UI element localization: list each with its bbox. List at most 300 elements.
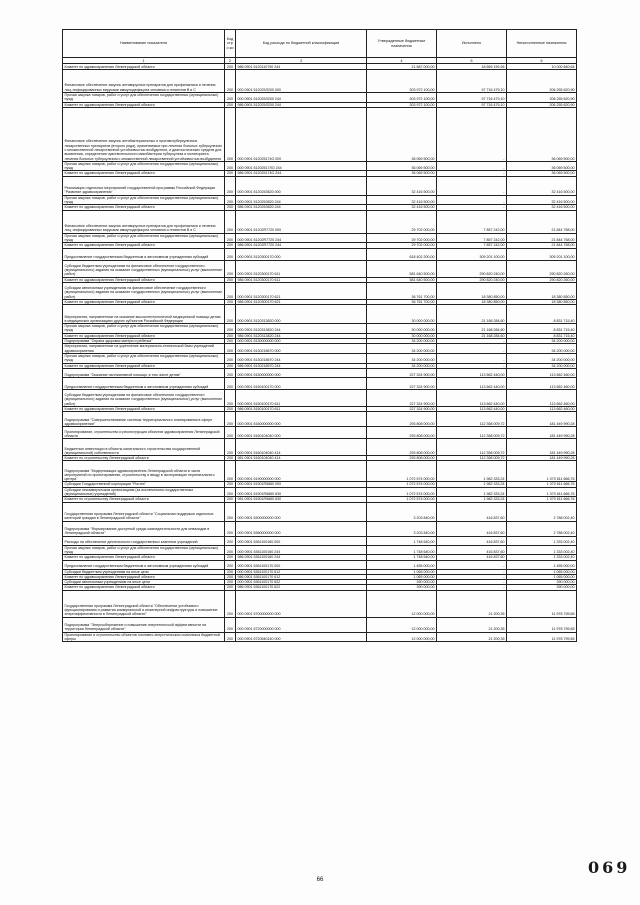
row-classification-code: 000 0901 5361100170 612 <box>236 569 367 574</box>
row-executed: 113 662 440,00 <box>437 377 507 389</box>
row-executed: 21 168 284,60 <box>437 324 507 334</box>
row-executed: 113 662 440,00 <box>437 389 507 406</box>
row-line-code: 200 <box>225 569 236 574</box>
row-approved: 36 069 500,00 <box>367 161 437 171</box>
row-line-code: 200 <box>225 344 236 354</box>
row-name: Предоставление государственным бюджетным и автономным учреждениям субсидий <box>63 248 225 260</box>
row-classification-code: 000 0901 5150100170 000 <box>236 377 367 389</box>
row-approved: 12 000 000,00 <box>367 617 437 632</box>
row-unexecuted: 18 380 850,00 <box>507 299 577 304</box>
row-line-code: 200 <box>225 456 236 461</box>
budget-execution-table <box>62 29 577 642</box>
row-unexecuted: 36 069 500,00 <box>507 107 577 161</box>
row-name: Комитет по здравоохранению Ленинградской области <box>63 277 225 282</box>
row-executed: 97 716 479,10 <box>437 93 507 103</box>
row-name: Комитет по здравоохранению Ленинградской области <box>63 333 225 338</box>
row-line-code: 200 <box>225 93 236 103</box>
row-classification-code: 000 0901 5120300170 621 <box>236 282 367 299</box>
row-classification-code: 986 0901 5120300170 611 <box>236 277 367 282</box>
row-line-code: 200 <box>225 560 236 569</box>
row-approved: 34 200 000,00 <box>367 339 437 344</box>
row-approved: 390 000,00 <box>367 585 437 590</box>
row-name: Подпрограмма "Охрана здоровья матери и ребенка" <box>63 339 225 344</box>
row-line-code: 200 <box>225 439 236 456</box>
row-unexecuted: 1 333 002,40 <box>507 555 577 560</box>
row-name: Прочая закупка товаров, работ и услуг для обеспечения государственных (муниципальных) нужд <box>63 93 225 103</box>
row-approved: 36 069 500,00 <box>367 171 437 176</box>
row-name: Финансовое обеспечение закупок антивирусных препаратов для профилактики и лечения лиц, инфицированных вирусами иммунодефицита человека и гепатитов В и С <box>63 70 225 93</box>
row-approved: 32 416 500,00 <box>367 205 437 210</box>
table-row <box>63 176 577 195</box>
row-name: Мероприятия, направленные на укрепление материально-технической базы учреждений здравоохранения <box>63 344 225 354</box>
row-approved: 1 748 640,00 <box>367 536 437 545</box>
row-name: Комитет по здравоохранению Ленинградской области <box>63 243 225 248</box>
row-name: Проектирование, строительство и реконструкция объектов здравоохранения Ленинградской области <box>63 427 225 439</box>
row-executed: 21 200,35 <box>437 617 507 632</box>
row-approved: 29 702 000,00 <box>367 243 437 248</box>
row-classification-code: 986 0901 512025Л200 244 <box>236 102 367 107</box>
row-unexecuted: 34 200 000,00 <box>507 339 577 344</box>
table-row <box>63 195 577 205</box>
row-name: Субсидии Государственной корпорации "Ростех" <box>63 482 225 487</box>
row-name: Комитет по строительству Ленинградской области <box>63 456 225 461</box>
row-classification-code: 000 0901 5160104040 414 <box>236 439 367 456</box>
page-number: 66 <box>316 877 324 883</box>
row-approved: 303 972 100,00 <box>367 93 437 103</box>
row-approved: 1 065 000,00 <box>367 569 437 574</box>
column-index: 4 <box>367 58 437 64</box>
row-name: Государственная программа Ленинградской области "Обеспечение устойчивого функционирования и развития коммунальной и инженерной инфраструктуры и повышение энергоэффективности в Ленинградской области" <box>63 590 225 617</box>
row-line-code: 200 <box>225 70 236 93</box>
row-approved: 30 000 000,00 <box>367 305 437 324</box>
row-approved: 34 200 000,00 <box>367 363 437 368</box>
table-row <box>63 389 577 406</box>
row-unexecuted: 206 255 620,90 <box>507 70 577 93</box>
row-executed: - <box>437 344 507 354</box>
row-line-code: 200 <box>225 333 236 338</box>
row-line-code: 200 <box>225 406 236 411</box>
row-unexecuted: 1 070 611 666,76 <box>507 497 577 502</box>
table-header <box>63 30 577 64</box>
row-classification-code: 986 0901 5361100170 622 <box>236 585 367 590</box>
row-executed: 113 662 440,00 <box>437 406 507 411</box>
row-executed: 112 358 009,72 <box>437 427 507 439</box>
row-executed: 7 857 242,00 <box>437 233 507 243</box>
row-unexecuted: 21 844 758,00 <box>507 233 577 243</box>
table-row <box>63 282 577 299</box>
row-executed: - <box>437 560 507 569</box>
row-executed: 1 982 333,24 <box>437 487 507 497</box>
row-name: Финансовое обеспечение закупок антивирусных препаратов для профилактики и лечения лиц, инфицированных вирусами иммунодефицита человека и гепатитов В и С <box>63 210 225 233</box>
row-approved: 32 416 500,00 <box>367 195 437 205</box>
row-line-code: 200 <box>225 353 236 363</box>
row-line-code: 200 <box>225 461 236 482</box>
row-classification-code: 000 0901 5361100160 244 <box>236 545 367 555</box>
row-classification-code: 000 0901 5361100170 000 <box>236 560 367 569</box>
row-executed: 7 857 242,00 <box>437 210 507 233</box>
row-line-code: 200 <box>225 521 236 536</box>
table-row <box>63 233 577 243</box>
row-executed: - <box>437 353 507 363</box>
row-name: Комитет по здравоохранению Ленинградской области <box>63 585 225 590</box>
row-approved: 12 000 000,00 <box>367 590 437 617</box>
row-classification-code: 000 0901 512025174О 000 <box>236 107 367 161</box>
row-classification-code: 000 0901 5361100160 000 <box>236 536 367 545</box>
row-executed: 416 837,60 <box>437 536 507 545</box>
row-executed: 21 200,35 <box>437 632 507 642</box>
row-name: Проектирование и строительство объектов топливно-энергетического комплекса бюджетной сферы <box>63 632 225 642</box>
row-approved: 1 072 574 000,00 <box>367 482 437 487</box>
row-executed: - <box>437 176 507 195</box>
row-classification-code: 000 0901 5130218670 244 <box>236 353 367 363</box>
row-executed: - <box>437 205 507 210</box>
row-line-code: 200 <box>225 585 236 590</box>
row-executed: 112 358 009,72 <box>437 412 507 427</box>
row-line-code: 200 <box>225 171 236 176</box>
table-row <box>63 248 577 260</box>
row-name: Субсидии некоммерческим организациям (за исключением государственных (муниципальных) учреждений) <box>63 487 225 497</box>
table-row <box>63 412 577 427</box>
row-classification-code: 981 0901 5160104040 414 <box>236 456 367 461</box>
row-executed: 290 820 240,00 <box>437 277 507 282</box>
row-line-code: 200 <box>225 590 236 617</box>
header-classification: Код расхода по бюджетной классификации <box>236 30 367 58</box>
row-unexecuted: 32 416 500,00 <box>507 195 577 205</box>
table-row <box>63 521 577 536</box>
table-row <box>63 590 577 617</box>
row-classification-code: 986 0901 5361100160 244 <box>236 555 367 560</box>
row-approved: 303 972 100,00 <box>367 102 437 107</box>
header-code: Код стро ки <box>225 30 236 58</box>
row-approved: 12 000 000,00 <box>367 632 437 642</box>
row-unexecuted: 8 831 715,40 <box>507 333 577 338</box>
row-unexecuted: 10 000 840,64 <box>507 64 577 70</box>
row-approved: 390 000,00 <box>367 580 437 585</box>
row-classification-code: 000 0901 512025З820 244 <box>236 195 367 205</box>
row-classification-code: 986 0901 5150100170 611 <box>236 406 367 411</box>
row-executed: - <box>437 585 507 590</box>
table-row <box>63 617 577 632</box>
row-name: Комитет по здравоохранению Ленинградской области <box>63 406 225 411</box>
row-name: Комитет по строительству Ленинградской области <box>63 497 225 502</box>
row-executed: 290 820 240,00 <box>437 260 507 277</box>
row-classification-code: 000 0901 512025З820 000 <box>236 176 367 195</box>
row-name: Бюджетные инвестиции в объекты капитального строительства государственной (муниципальной) собственности <box>63 439 225 456</box>
table-row <box>63 161 577 171</box>
row-name: Субсидии бюджетным учреждениям на финансовое обеспечение государственного (муниципального) задания на оказание государственных (муниципальных) услуг (выполнение работ) <box>63 260 225 277</box>
row-executed: 416 837,60 <box>437 555 507 560</box>
table-row <box>63 502 577 521</box>
header-approved: Утвержденные бюджетные назначения <box>367 30 437 58</box>
row-approved: 3 203 840,00 <box>367 502 437 521</box>
row-name: Подпрограмма "Оказание паллиативной помощи, в том числе детям" <box>63 368 225 377</box>
row-approved: 1 455 000,00 <box>367 560 437 569</box>
row-line-code: 200 <box>225 195 236 205</box>
row-name: Прочая закупка товаров, работ и услуг для обеспечения государственных (муниципальных) нужд <box>63 233 225 243</box>
table-row <box>63 368 577 377</box>
row-executed: 113 662 440,00 <box>437 368 507 377</box>
row-name: Реализация отдельных мероприятий государственной программы Российской Федерации "Развитие здравоохранения" <box>63 176 225 195</box>
row-classification-code: 981 0901 51901R5860 630 <box>236 497 367 502</box>
row-name: Субсидии автономным учреждениям на иные цели <box>63 580 225 585</box>
row-line-code: 200 <box>225 305 236 324</box>
row-executed: - <box>437 363 507 368</box>
row-classification-code: 986 0901 512025З820 244 <box>236 205 367 210</box>
row-approved: 32 416 500,00 <box>367 176 437 195</box>
row-unexecuted: 181 449 990,28 <box>507 439 577 456</box>
table-row <box>63 344 577 354</box>
row-name: Прочая закупка товаров, работ и услуг для обеспечения государственных (муниципальных) нужд <box>63 324 225 334</box>
row-approved: 36 761 700,00 <box>367 282 437 299</box>
row-line-code: 200 <box>225 545 236 555</box>
row-line-code: 200 <box>225 536 236 545</box>
row-executed: 21 168 284,60 <box>437 333 507 338</box>
row-classification-code: 000 0901 5700000000 000 <box>236 590 367 617</box>
archive-stamp-number: 069 <box>588 858 631 877</box>
row-line-code: 200 <box>225 368 236 377</box>
row-executed: 21 200,35 <box>437 590 507 617</box>
row-unexecuted: 1 455 000,00 <box>507 560 577 569</box>
row-line-code: 200 <box>225 210 236 233</box>
row-line-code: 200 <box>225 176 236 195</box>
row-line-code: 200 <box>225 324 236 334</box>
row-executed: 416 837,60 <box>437 521 507 536</box>
row-executed: 416 837,60 <box>437 502 507 521</box>
row-executed: - <box>437 339 507 344</box>
table-row <box>63 70 577 93</box>
row-approved: 21 687 000,00 <box>367 64 437 70</box>
row-classification-code: 000 0901 5190000000 000 <box>236 461 367 482</box>
row-approved: 1 072 574 000,00 <box>367 487 437 497</box>
column-index: 5 <box>437 58 507 64</box>
row-classification-code: 000 0901 5120300170 611 <box>236 260 367 277</box>
row-name: Комитет по здравоохранению Ленинградской области <box>63 171 225 176</box>
row-unexecuted: 36 069 500,00 <box>507 171 577 176</box>
row-executed: 97 716 479,10 <box>437 102 507 107</box>
column-index: 3 <box>236 58 367 64</box>
row-unexecuted: 113 662 460,00 <box>507 389 577 406</box>
row-line-code: 200 <box>225 617 236 632</box>
row-unexecuted: 1 070 611 666,76 <box>507 487 577 497</box>
row-unexecuted: 36 069 500,00 <box>507 161 577 171</box>
column-index: 6 <box>507 58 577 64</box>
row-unexecuted: 290 820 260,00 <box>507 277 577 282</box>
row-classification-code: 000 0901 51202R7720 000 <box>236 210 367 233</box>
row-unexecuted: 18 380 850,00 <box>507 282 577 299</box>
row-classification-code: 000 0901 5360000000 000 <box>236 521 367 536</box>
row-unexecuted: 11 978 799,65 <box>507 632 577 642</box>
row-unexecuted: 181 449 990,28 <box>507 427 577 439</box>
row-executed: - <box>437 569 507 574</box>
row-name: Расходы на обеспечение деятельности государственных казенных учреждений <box>63 536 225 545</box>
table-row <box>63 353 577 363</box>
row-line-code: 200 <box>225 339 236 344</box>
row-name: Комитет по здравоохранению Ленинградской области <box>63 205 225 210</box>
row-classification-code: 000 0901 5130218670 000 <box>236 344 367 354</box>
table-row <box>63 305 577 324</box>
row-approved: 303 972 100,00 <box>367 70 437 93</box>
row-line-code: 200 <box>225 161 236 171</box>
row-approved: 29 702 000,00 <box>367 210 437 233</box>
table-row <box>63 536 577 545</box>
row-classification-code: 986 0901 512025174О 244 <box>236 171 367 176</box>
row-line-code: 200 <box>225 260 236 277</box>
row-approved: 30 000 000,00 <box>367 324 437 334</box>
row-classification-code: 000 0901 5150000000 000 <box>236 368 367 377</box>
row-unexecuted: 390 000,00 <box>507 580 577 585</box>
row-approved: 293 808 000,00 <box>367 427 437 439</box>
row-executed: 112 358 009,72 <box>437 439 507 456</box>
row-name: Комитет по здравоохранению Ленинградской области <box>63 574 225 579</box>
row-classification-code: 000 0901 51202R7720 244 <box>236 233 367 243</box>
row-approved: 581 640 500,00 <box>367 260 437 277</box>
row-classification-code: 000 0901 5720540140 000 <box>236 632 367 642</box>
row-line-code: 200 <box>225 497 236 502</box>
row-executed: 18 380 850,00 <box>437 282 507 299</box>
header-executed: Исполнено <box>437 30 507 58</box>
row-name: Мероприятия, направленные на оказание высокотехнологичной медицинской помощи детям в медицинских организациях других субъектов Российской Федерации <box>63 305 225 324</box>
row-name: Комитет по здравоохранению Ленинградской области <box>63 555 225 560</box>
row-classification-code: 986 0901 5130218670 244 <box>236 363 367 368</box>
row-unexecuted: 21 844 758,00 <box>507 243 577 248</box>
row-approved: 34 200 000,00 <box>367 353 437 363</box>
row-unexecuted: 11 978 799,65 <box>507 617 577 632</box>
row-line-code: 200 <box>225 233 236 243</box>
row-executed: 1 982 333,24 <box>437 482 507 487</box>
row-classification-code: 986 0901 5361100170 612 <box>236 574 367 579</box>
row-line-code: 200 <box>225 282 236 299</box>
row-approved: 3 203 840,00 <box>367 521 437 536</box>
row-approved: 36 069 500,00 <box>367 107 437 161</box>
row-executed: - <box>437 574 507 579</box>
row-unexecuted: 32 416 500,00 <box>507 205 577 210</box>
row-approved: 293 808 000,00 <box>367 439 437 456</box>
row-executed: 1 982 333,24 <box>437 461 507 482</box>
row-classification-code: 000 0901 512025Л200 244 <box>236 93 367 103</box>
row-name: Подпрограмма "Модернизация здравоохранения Ленинградской области в части мероприятий по проектированию, строительству и вводу в эксплуатацию перинатального центра" <box>63 461 225 482</box>
row-executed: - <box>437 580 507 585</box>
row-unexecuted: 8 831 715,40 <box>507 305 577 324</box>
column-index: 1 <box>63 58 225 64</box>
row-approved: 34 200 000,00 <box>367 344 437 354</box>
row-line-code: 200 <box>225 427 236 439</box>
row-name: Прочая закупка товаров, работ и услуг для обеспечения государственных (муниципальных) нужд <box>63 353 225 363</box>
row-unexecuted: 34 200 000,00 <box>507 344 577 354</box>
table-row <box>63 427 577 439</box>
row-line-code: 200 <box>225 64 236 70</box>
row-approved: 227 324 900,00 <box>367 406 437 411</box>
row-name: Подпрограмма "Формирование доступной среды жизнедеятельности для инвалидов в Ленинградской области" <box>63 521 225 536</box>
row-executed: 7 857 242,00 <box>437 243 507 248</box>
row-name: Комитет по здравоохранению Ленинградской области <box>63 299 225 304</box>
row-name: Государственная программа Ленинградской области "Социальная поддержка отдельных категорий граждан в Ленинградской области" <box>63 502 225 521</box>
row-classification-code: 000 0901 5300000000 000 <box>236 502 367 521</box>
row-approved: 227 324 900,00 <box>367 377 437 389</box>
row-classification-code: 000 0901 51202517ЛО 244 <box>236 161 367 171</box>
row-executed: 1 982 333,24 <box>437 497 507 502</box>
row-unexecuted: 113 662 460,00 <box>507 368 577 377</box>
row-unexecuted: 1 065 000,00 <box>507 574 577 579</box>
row-unexecuted: 1 333 002,40 <box>507 545 577 555</box>
row-approved: 618 402 200,00 <box>367 248 437 260</box>
row-unexecuted: 1 065 000,00 <box>507 569 577 574</box>
table-row <box>63 439 577 456</box>
row-unexecuted: 1 333 002,40 <box>507 536 577 545</box>
row-unexecuted: 21 844 758,00 <box>507 210 577 233</box>
row-approved: 581 640 500,00 <box>367 277 437 282</box>
row-approved: 293 808 000,00 <box>367 456 437 461</box>
row-unexecuted: 11 978 799,65 <box>507 590 577 617</box>
row-unexecuted: 1 070 611 666,76 <box>507 482 577 487</box>
row-name: Прочая закупка товаров, работ и услуг для обеспечения государственных (муниципальных) нужд <box>63 161 225 171</box>
row-unexecuted: 32 416 500,00 <box>507 176 577 195</box>
row-name: Комитет по здравоохранению Ленинградской области <box>63 64 225 70</box>
row-executed: 18 380 850,00 <box>437 299 507 304</box>
row-name: Прочая закупка товаров, работ и услуг для обеспечения государственных (муниципальных) нужд <box>63 545 225 555</box>
row-unexecuted: 113 662 460,00 <box>507 406 577 411</box>
row-unexecuted: 2 788 002,40 <box>507 521 577 536</box>
row-name: Подпрограмма "Энергосбережение и повышение энергетической эффективности на территории Ленинградской области" <box>63 617 225 632</box>
row-unexecuted: 1 070 611 666,76 <box>507 461 577 482</box>
table-row <box>63 461 577 482</box>
row-name: Субсидии бюджетным учреждениям на иные цели <box>63 569 225 574</box>
row-classification-code: 986 0901 5120110790 244 <box>236 64 367 70</box>
row-name: Предоставление государственным бюджетным и автономным учреждениям субсидий <box>63 377 225 389</box>
row-classification-code: 000 0901 5160104040 000 <box>236 427 367 439</box>
row-name: Субсидии бюджетным учреждениям на финансовое обеспечение государственного (муниципального) задания на оказание государственных (муниципальных) услуг (выполнение работ) <box>63 389 225 406</box>
row-unexecuted: 2 788 002,40 <box>507 502 577 521</box>
row-unexecuted: 34 200 000,00 <box>507 363 577 368</box>
row-classification-code: 000 0901 5130000000 000 <box>236 339 367 344</box>
row-line-code: 200 <box>225 243 236 248</box>
row-classification-code: 000 0901 5120313820 000 <box>236 305 367 324</box>
row-unexecuted: 290 820 260,00 <box>507 260 577 277</box>
row-line-code: 200 <box>225 389 236 406</box>
row-classification-code: 000 0901 5120313820 244 <box>236 324 367 334</box>
row-classification-code: 986 0901 5120300170 621 <box>236 299 367 304</box>
row-approved: 227 324 900,00 <box>367 368 437 377</box>
table-row <box>63 545 577 555</box>
table-row <box>63 560 577 569</box>
row-executed: 112 358 009,72 <box>437 456 507 461</box>
table-row <box>63 377 577 389</box>
row-approved: 30 000 000,00 <box>367 333 437 338</box>
header-name: Наименование показателя <box>63 30 225 58</box>
row-line-code: 200 <box>225 248 236 260</box>
row-line-code: 200 <box>225 377 236 389</box>
row-classification-code: 000 0901 51901R5860 630 <box>236 487 367 497</box>
row-unexecuted: 113 662 460,00 <box>507 377 577 389</box>
row-executed: - <box>437 171 507 176</box>
row-line-code: 200 <box>225 482 236 487</box>
row-classification-code: 986 0901 5120313820 244 <box>236 333 367 338</box>
row-approved: 1 072 574 000,00 <box>367 497 437 502</box>
row-approved: 36 761 700,00 <box>367 299 437 304</box>
row-executed: - <box>437 161 507 171</box>
row-approved: 29 702 000,00 <box>367 233 437 243</box>
row-name: Комитет по здравоохранению Ленинградской области <box>63 363 225 368</box>
row-name: Комитет по здравоохранению Ленинградской области <box>63 102 225 107</box>
row-line-code: 200 <box>225 107 236 161</box>
row-classification-code: 000 0901 5120300170 000 <box>236 248 367 260</box>
row-classification-code: 986 0901 51202R7720 244 <box>236 243 367 248</box>
row-executed: - <box>437 195 507 205</box>
row-executed: 309 201 100,00 <box>437 248 507 260</box>
row-classification-code: 000 0901 5150100170 611 <box>236 389 367 406</box>
row-approved: 1 065 000,00 <box>367 574 437 579</box>
row-classification-code: 000 0901 51901R5860 000 <box>236 482 367 487</box>
header-unexecuted: Неисполненные назначения <box>507 30 577 58</box>
